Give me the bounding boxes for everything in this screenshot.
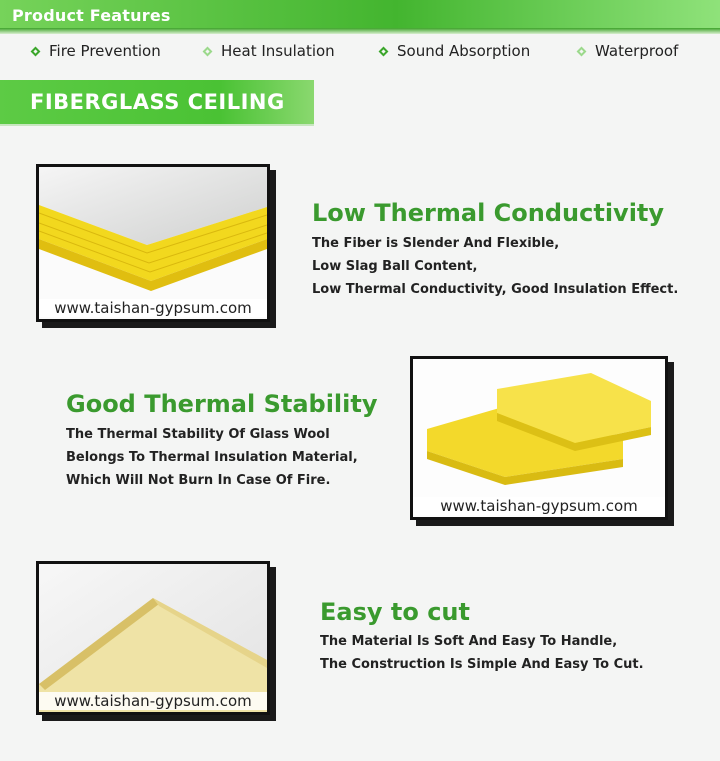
feature-item: [32, 42, 161, 60]
feature-item: [578, 42, 678, 60]
diamond-icon: [31, 46, 41, 56]
feature-description: [320, 630, 644, 676]
diamond-icon: [379, 46, 389, 56]
diamond-icon: [203, 46, 213, 56]
feature-label: Waterproof: [595, 42, 679, 60]
product-photo-easy-to-cut: [36, 561, 270, 715]
product-photo-thermal-stability: [410, 356, 668, 520]
description-line: The Thermal Stability Of Glass Wool: [66, 427, 330, 442]
header-title: Product Features: [12, 6, 171, 25]
board-corner-image: [39, 564, 267, 712]
diamond-icon: [577, 46, 587, 56]
description-line: The Material Is Soft And Easy To Handle,: [320, 634, 618, 649]
product-photo-thermal-conductivity: [36, 164, 270, 322]
description-line: The Fiber is Slender And Flexible,: [312, 236, 560, 251]
description-line: Low Thermal Conductivity, Good Insulation Effect.: [312, 282, 679, 297]
description-line: The Construction Is Simple And Easy To Cut.: [320, 657, 644, 672]
feature-label: Sound Absorption: [397, 42, 531, 60]
feature-item: [380, 42, 530, 60]
description-line: Low Slag Ball Content,: [312, 259, 478, 274]
feature-heading: Easy to cut: [320, 598, 470, 626]
photo-caption: www.taishan-gypsum.com: [413, 497, 665, 515]
feature-heading: Good Thermal Stability: [66, 390, 378, 418]
photo-caption: www.taishan-gypsum.com: [39, 692, 267, 710]
description-line: Belongs To Thermal Insulation Material,: [66, 450, 358, 465]
feature-item: [204, 42, 335, 60]
section-title: FIBERGLASS CEILING: [30, 90, 285, 114]
feature-list: [0, 42, 720, 68]
feature-description: [312, 232, 678, 301]
fiberglass-board-image: [413, 359, 665, 517]
feature-label: Fire Prevention: [49, 42, 161, 60]
section-tab: [0, 80, 314, 124]
feature-label: Heat Insulation: [221, 42, 335, 60]
photo-caption: www.taishan-gypsum.com: [39, 299, 267, 317]
feature-heading: Low Thermal Conductivity: [312, 199, 665, 227]
ceiling-board-stack-image: [39, 167, 267, 319]
header-shadow: [0, 28, 720, 34]
description-line: Which Will Not Burn In Case Of Fire.: [66, 473, 331, 488]
feature-description: [66, 423, 358, 492]
